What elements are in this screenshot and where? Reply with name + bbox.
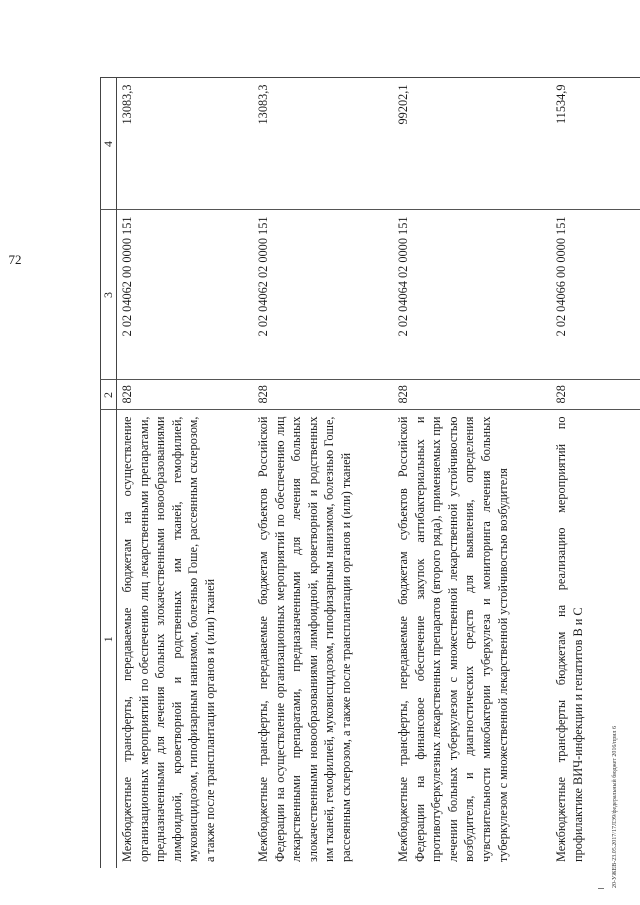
table-row xyxy=(117,78,248,868)
row-amount: 13083,3 xyxy=(247,78,387,210)
row-amount: 11534,9 xyxy=(545,78,640,210)
table-row xyxy=(387,78,545,868)
row-amount: 13083,3 xyxy=(117,78,248,210)
column-header-4: 4 xyxy=(101,78,117,210)
table-header-row xyxy=(101,78,117,868)
row-budget-code: 2 02 04066 00 0000 151 xyxy=(545,210,640,380)
table-row xyxy=(545,78,640,868)
row-admin-code: 828 xyxy=(387,380,545,410)
row-admin-code: 828 xyxy=(117,380,248,410)
row-admin-code: 828 xyxy=(545,380,640,410)
row-budget-code: 2 02 04062 02 0000 151 xyxy=(247,210,387,380)
column-header-1: 1 xyxy=(101,410,117,868)
row-admin-code: 828 xyxy=(247,380,387,410)
row-budget-code: 2 02 04062 00 0000 151 xyxy=(117,210,248,380)
budget-transfers-table xyxy=(100,78,640,869)
row-name: Межбюджетные трансферты, передаваемые бюджетам субъектов Российской Федерации на осуществление организационных мероприятий по обеспечению лиц лекарственными препаратами, предназначенными для лечения больных злокачественными новообразованиями лимфоидной, кроветворной и родственных им тканей, гемофилией, муковисцидозом, гипофизарным нанизмом, болезнью Гоше, рассеянным склерозом, а также после трансплантации органов и (или) тканей xyxy=(247,410,387,868)
row-amount: 99202,1 xyxy=(387,78,545,210)
row-budget-code: 2 02 04064 02 0000 151 xyxy=(387,210,545,380)
margin-mark xyxy=(598,888,604,889)
row-name: Межбюджетные трансферты, передаваемые бюджетам на осуществление организационных мероприятий по обеспечению лиц лекарственными препаратами, предназначенными для лечения больных злокачественными новообразованиями лимфоидной, кроветворной и родственных им тканей, гемофилией, муковисцидозом, гипофизарным нанизмом, болезнью Гоше, рассеянным склерозом, а также после трансплантации органов и (или) тканей xyxy=(117,410,248,868)
page-number: 72 xyxy=(8,252,22,267)
row-name: Межбюджетные трансферты бюджетам на реализацию мероприятий по профилактике ВИЧ-инфекции и гепатитов В и С xyxy=(545,410,640,868)
column-header-3: 3 xyxy=(101,210,117,380)
rotated-page-content xyxy=(100,78,620,868)
table-row xyxy=(247,78,387,868)
column-header-2: 2 xyxy=(101,380,117,410)
margin-file-note: 20-УЖЕВ-23.05.2017/17ЛЭ9/федеральный бюджет 2016/прил 6 xyxy=(612,726,618,888)
row-name: Межбюджетные трансферты, передаваемые бюджетам субъектов Российской Федерации на финансовое обеспечение закупок антибактериальных и противотуберкулезных лекарственных препаратов (второго ряда), применяемых при лечении больных туберкулезом с множественной лекарственной устойчивостью возбудителя, и диагностических средств для выявления, определения чувствительности микобактерии туберкулеза и мониторинга лечения больных туберкулезом с множественной лекарственной устойчивостью возбудителя xyxy=(387,410,545,868)
